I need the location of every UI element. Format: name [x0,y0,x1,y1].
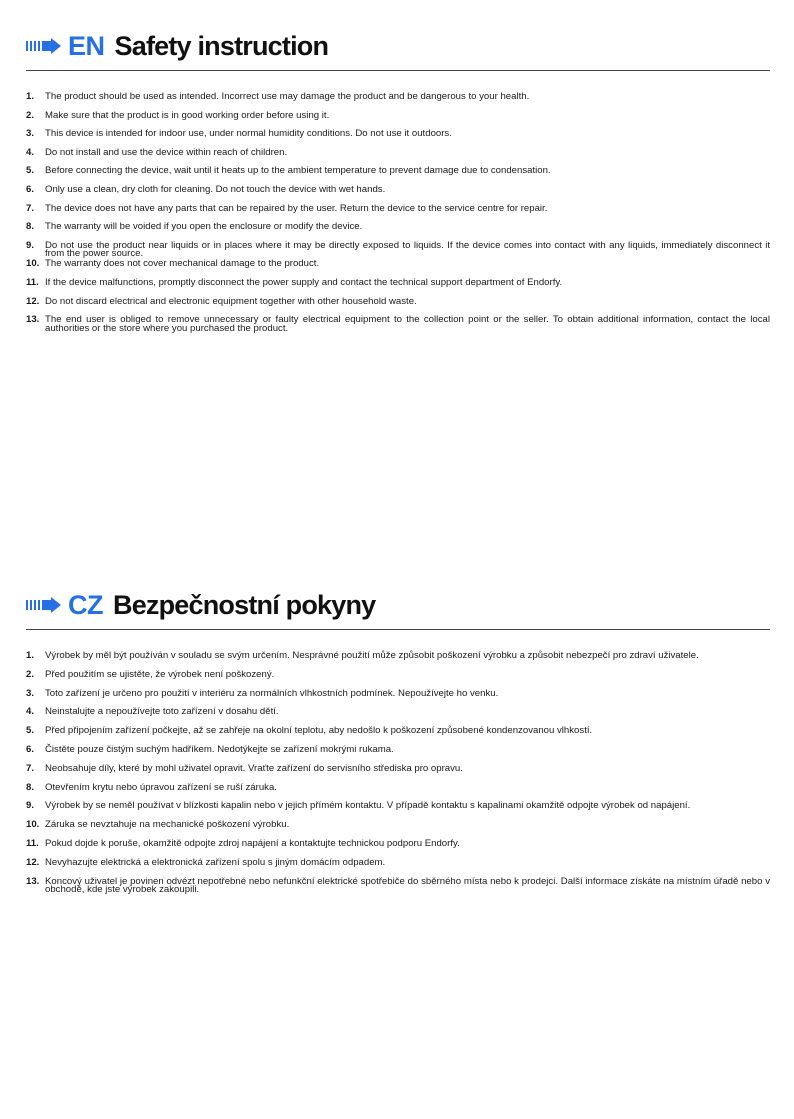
item-number: 5. [26,725,35,737]
item-number: 8. [26,221,35,233]
section-header [26,587,770,623]
item-text: Before connecting the device, wait until it heats up to the ambient temperature to prevent damage due to condensation. [45,165,551,177]
instruction-list [26,652,770,896]
item-text: Výrobek by se neměl používat v blízkosti kapalin nebo v jejich přímém kontaktu. V případě kontaktu s kapalinami okamžitě odpojte výrobek od napájení. [45,800,691,812]
item-number: 4. [26,706,35,718]
list-item [26,762,770,784]
section-header [26,28,770,64]
item-text: Výrobek by měl být používán v souladu se svým určením. Nesprávné použití může způsobit poškození výrobku a způsobit nebezpečí pro zdraví uživatele. [45,650,699,661]
item-number: 13. [26,875,40,887]
list-item [26,316,770,335]
item-text: Před použitím se ujistěte, že výrobek není poškozený. [45,668,275,680]
item-number: 2. [26,109,35,121]
item-text: Neobsahuje díly, které by mohl uživatel opravit. Vraťte zařízení do servisního střediska pro opravu. [45,762,463,774]
item-text: The warranty does not cover mechanical damage to the product. [45,258,320,270]
list-item [26,837,770,859]
item-text: Nevyhazujte elektrická a elektronická zařízení spolu s jiným domácím odpadem. [45,856,386,868]
item-number: 1. [26,650,35,661]
list-item [26,743,770,765]
item-number: 4. [26,146,35,158]
item-number: 8. [26,781,35,793]
item-text: Do not install and use the device within reach of children. [45,146,288,158]
double-arrow-right-icon [26,38,62,54]
instruction-list [26,93,770,335]
item-number: 13. [26,314,40,326]
list-item [26,652,770,671]
section-en [26,28,770,335]
double-arrow-right-icon [26,597,62,613]
item-number: 11. [26,276,39,288]
item-number: 12. [26,295,40,307]
section-title: Safety instruction [114,30,329,61]
item-number: 3. [26,128,35,140]
item-number: 11. [26,837,39,849]
item-number: 2. [26,668,35,680]
item-text: Pokud dojde k poruše, okamžitě odpojte zdroj napájení a kontaktujte technickou podporu Endorfy. [45,837,460,849]
item-text: The product should be used as intended. Incorrect use may damage the product and be dangerous to your health. [45,91,530,102]
list-item [26,875,770,897]
item-text: The end user is obliged to remove unnecessary or faulty electrical equipment to the collection point or the seller. To obtain additional information, contact the local authorities or the store where you purchased the product. [45,314,770,334]
item-number: 3. [26,687,35,699]
language-code: CZ [68,589,103,620]
list-item [26,130,770,149]
list-item [26,93,770,112]
item-text: Make sure that the product is in good working order before using it. [45,109,330,121]
item-number: 6. [26,743,35,755]
list-item [26,668,770,690]
item-number: 10. [26,819,40,831]
item-number: 5. [26,165,35,177]
item-text: Záruka se nevztahuje na mechanické poškození výrobku. [45,819,290,831]
divider [26,629,770,630]
list-item [26,276,770,298]
list-item [26,856,770,878]
item-number: 1. [26,91,35,102]
item-text: Do not use the product near liquids or in places where it may be directly exposed to liquids. If the device comes into contact with any liquids, immediately disconnect it from the power source. [45,239,770,260]
item-text: Koncový uživatel je povinen odvézt nepotřebné nebo nefunkční elektrické spotřebiče do sběrného místa nebo k prodejci. Další informace získáte na místním úřadě nebo v obchodě, kde jste výrobek zakoupili. [45,875,770,895]
section-title: Bezpečnostní pokyny [113,589,376,620]
item-number: 12. [26,856,40,868]
item-text: Only use a clean, dry cloth for cleaning. Do not touch the device with wet hands. [45,183,386,195]
language-code: EN [68,30,105,61]
item-text: Otevřením krytu nebo úpravou zařízení se ruší záruka. [45,781,277,793]
item-text: Do not discard electrical and electronic equipment together with other household waste. [45,295,417,307]
item-number: 10. [26,258,40,270]
item-text: This device is intended for indoor use, under normal humidity conditions. Do not use it outdoors. [45,128,452,140]
item-text: If the device malfunctions, promptly disconnect the power supply and contact the technical support department of Endorfy. [45,276,563,288]
item-text: The device does not have any parts that can be repaired by the user. Return the device to the service centre for repair. [45,202,548,214]
item-text: The warranty will be voided if you open the enclosure or modify the device. [45,221,363,233]
item-text: Před připojením zařízení počkejte, až se zahřeje na okolní teplotu, aby nedošlo k poškození způsobené kondenzovanou vlhkostí. [45,725,593,737]
item-number: 9. [26,800,35,812]
divider [26,70,770,71]
item-number: 6. [26,183,35,195]
section-cz [26,587,770,896]
item-text: Čistěte pouze čistým suchým hadříkem. Nedotýkejte se zařízení mokrými rukama. [45,743,394,755]
item-number: 7. [26,762,35,774]
list-item [26,183,770,205]
list-item [26,223,770,242]
item-text: Toto zařízení je určeno pro použití v interiéru za normálních vlhkostních podmínek. Nepoužívejte ho venku. [45,687,499,699]
item-text: Neinstalujte a nepoužívejte toto zařízení v dosahu dětí. [45,706,279,718]
item-number: 9. [26,239,35,251]
item-number: 7. [26,202,35,214]
